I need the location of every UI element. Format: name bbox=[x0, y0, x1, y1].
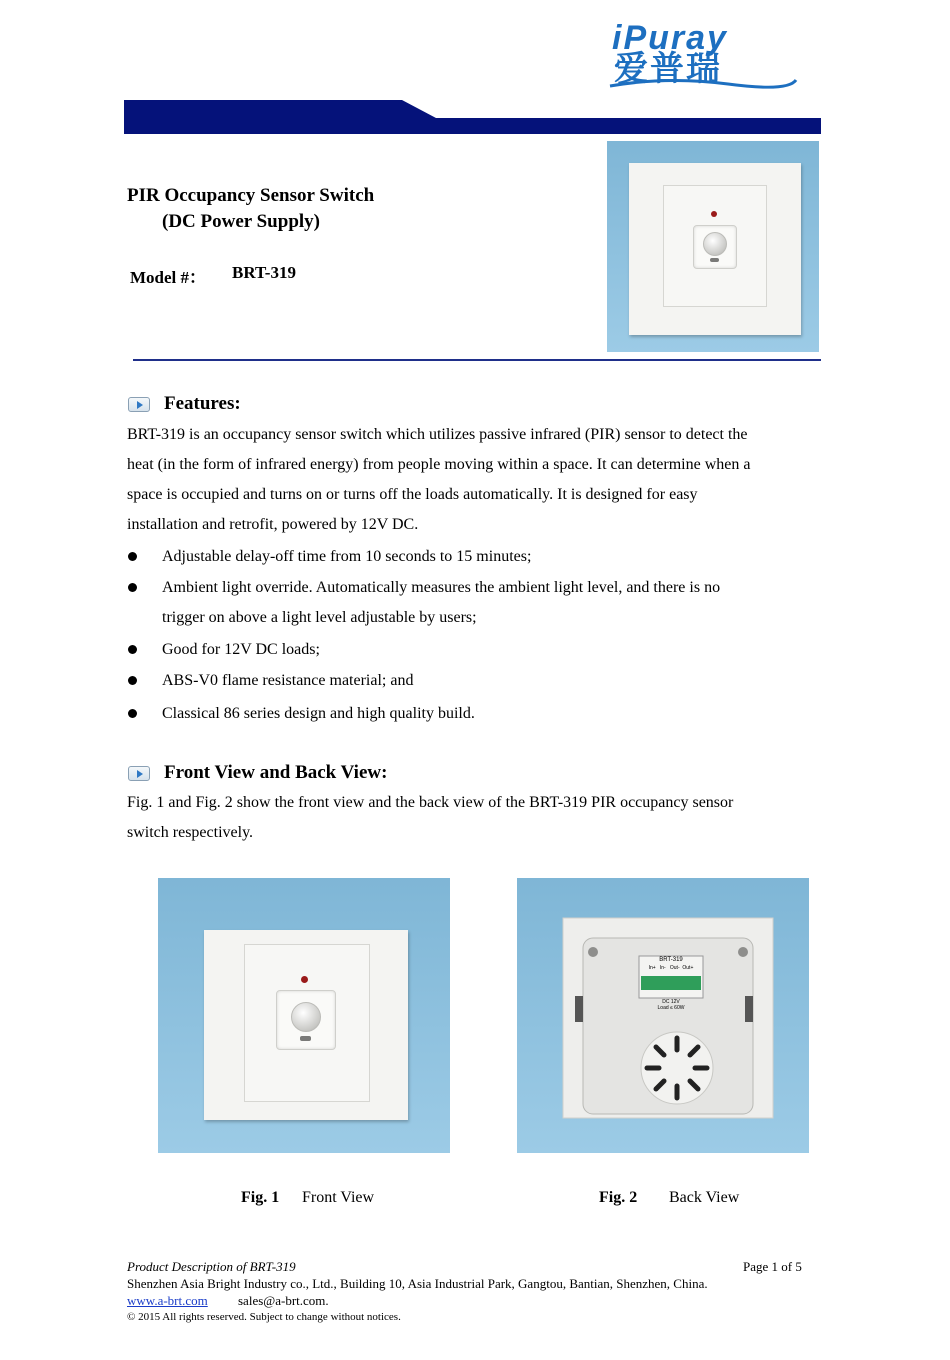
features-paragraph bbox=[127, 420, 750, 540]
features-line: space is occupied and turns on or turns off the loads automatically. It is designed for easy bbox=[127, 486, 698, 503]
footer-page-number: Page 1 of 5 bbox=[743, 1259, 802, 1274]
fig2-label: Fig. 2 bbox=[599, 1189, 638, 1206]
views-heading: Front View and Back View: bbox=[164, 762, 388, 783]
front-switch-plate bbox=[204, 930, 408, 1120]
bullet-dot bbox=[128, 709, 137, 718]
bullet-item: Adjustable delay-off time from 10 seconds to 15 minutes; bbox=[162, 548, 532, 565]
fig1-caption: Front View bbox=[302, 1189, 375, 1206]
bullet-dot bbox=[128, 676, 137, 685]
front-adjust-slot bbox=[300, 1036, 311, 1041]
back-rating-load: Load ≤ 60W bbox=[657, 1005, 685, 1011]
model-value: BRT-319 bbox=[232, 263, 296, 282]
footer-doc-title: Product Description of BRT-319 bbox=[127, 1259, 296, 1274]
logo-text-en: iPuray bbox=[612, 19, 728, 57]
front-led-indicator bbox=[301, 976, 308, 983]
fig2-caption: Back View bbox=[669, 1189, 740, 1206]
bullet-item: ABS-V0 flame resistance material; and bbox=[162, 672, 414, 689]
footer-website-link[interactable]: www.a-brt.com bbox=[127, 1293, 208, 1308]
bullet-dot bbox=[128, 552, 137, 561]
front-pir-sensor bbox=[276, 990, 336, 1050]
bullet-line: Ambient light override. Automatically measures the ambient light level, and there is no bbox=[162, 579, 721, 596]
features-line: heat (in the form of infrared energy) from people moving within a space. It can determine when a bbox=[127, 456, 751, 473]
product-subtitle: (DC Power Supply) bbox=[162, 211, 320, 232]
logo-wave-icon bbox=[608, 76, 798, 92]
section-divider bbox=[133, 359, 821, 361]
back-view-illustration bbox=[517, 878, 809, 1153]
header-band bbox=[124, 100, 821, 134]
logo-text-cn: 爱普瑞 bbox=[614, 49, 722, 89]
views-play-icon bbox=[128, 766, 150, 781]
bullet-dot bbox=[128, 583, 137, 592]
features-line: BRT-319 is an occupancy sensor switch which utilizes passive infrared (PIR) sensor to detect the bbox=[127, 426, 748, 443]
bullet-item: Good for 12V DC loads; bbox=[162, 641, 320, 658]
features-line: installation and retrofit, powered by 12V DC. bbox=[127, 516, 419, 533]
back-view-photo bbox=[517, 878, 809, 1153]
views-line: Fig. 1 and Fig. 2 show the front view and the back view of the BRT-319 PIR occupancy sensor bbox=[127, 794, 734, 811]
views-paragraph bbox=[127, 788, 733, 848]
footer-copyright: © 2015 All rights reserved. Subject to change without notices. bbox=[127, 1311, 401, 1323]
fig1-label: Fig. 1 bbox=[241, 1189, 280, 1206]
pir-sensor bbox=[693, 225, 737, 269]
front-view-photo bbox=[158, 878, 450, 1153]
back-terminal-labels: In+ In- Out- Out+ bbox=[648, 965, 694, 971]
product-title: PIR Occupancy Sensor Switch bbox=[127, 185, 375, 206]
bullet-item: Classical 86 series design and high quality build. bbox=[162, 705, 475, 722]
model-label: Model #： bbox=[130, 268, 207, 287]
back-rating-voltage: DC 12V bbox=[662, 999, 680, 1005]
adjust-slot bbox=[710, 258, 719, 262]
bullet-dot bbox=[128, 645, 137, 654]
bullet-item bbox=[162, 573, 720, 633]
bullet-line: trigger on above a light level adjustable by users; bbox=[162, 609, 477, 626]
front-pir-lens bbox=[291, 1002, 321, 1032]
switch-plate bbox=[629, 163, 801, 335]
footer-email: sales@a-brt.com. bbox=[238, 1293, 329, 1308]
led-indicator bbox=[711, 211, 717, 217]
footer-address: Shenzhen Asia Bright Industry co., Ltd., Building 10, Asia Industrial Park, Gangtou, Bantian, Shenzhen, China. bbox=[127, 1276, 708, 1291]
back-model-label: BRT-319 bbox=[659, 957, 683, 963]
views-line: switch respectively. bbox=[127, 824, 254, 841]
features-heading: Features: bbox=[164, 393, 241, 414]
pir-lens bbox=[703, 232, 727, 256]
features-play-icon bbox=[128, 397, 150, 412]
company-logo bbox=[608, 20, 803, 90]
product-photo-top bbox=[607, 141, 819, 352]
